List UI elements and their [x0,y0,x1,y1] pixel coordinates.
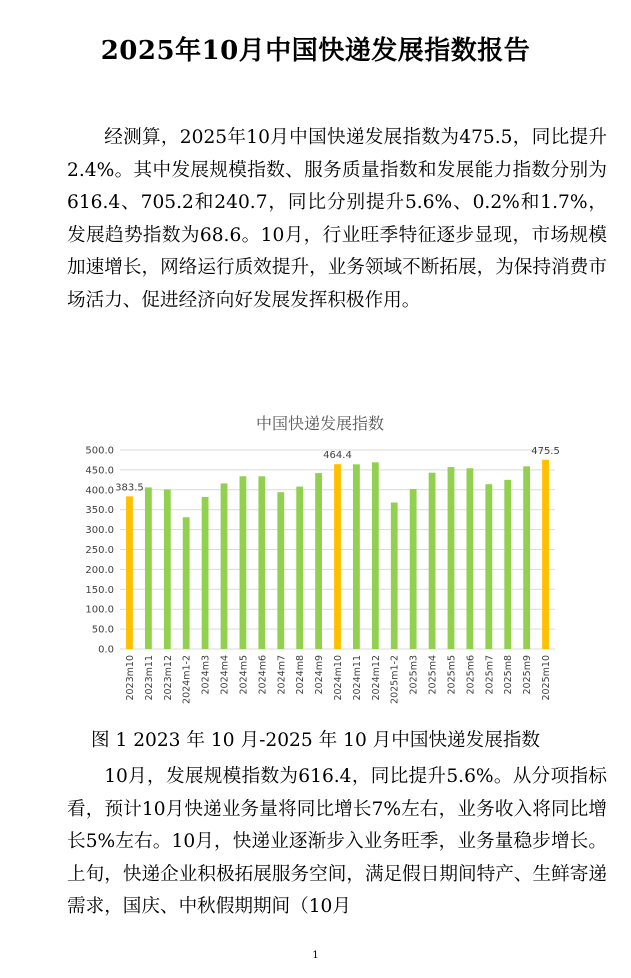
x-tick-label: 2024m1-2 [181,655,193,704]
bar-2025m6 [466,468,473,649]
bar-2024m6 [258,476,265,649]
x-tick-label: 2025m7 [484,655,496,695]
paragraph-scale: 10月，发展规模指数为616.4，同比提升5.6%。从分项指标看，预计10月快递业务量将同比增长7%左右，业务收入将同比增长5%左右。10月，快递业逐渐步入业务旺季，业务量稳步增长。上旬，快递企业积极拓展服务空间，满足假日期间特产、生鲜寄递需求，国庆、中秋假期期间（10月 [67,766,607,917]
bar-2024m1-2 [183,517,190,649]
y-tick-label: 350.0 [85,505,114,517]
bar-2024m4 [221,483,228,649]
bar-2025m3 [410,489,417,649]
bar-2025m1-2 [391,503,398,649]
bar-2025m7 [485,484,492,649]
x-tick-label: 2023m11 [143,655,155,701]
y-tick-label: 150.0 [85,584,114,596]
y-tick-label: 0.0 [98,644,114,656]
data-label-2023m10: 383.5 [115,482,144,494]
bar-2023m12 [164,489,171,649]
paragraph-intro: 经测算，2025年10月中国快递发展指数为475.5，同比提升2.4%。其中发展规模指数、服务质量指数和发展能力指数分别为616.4、705.2和240.7，同比分别提升5.6%、0.2%和1.7%，发展趋势指数为68.6。10月，行业旺季特征逐步显现，市场规模加速增长，网络运行质效提升，业务领域不断拓展，为保持消费市场活力、促进经济向好发展发挥积极作用。 [67,127,607,311]
x-tick-label: 2024m3 [200,655,212,695]
bar-2023m11 [145,487,152,649]
bar-2024m8 [296,487,303,649]
bar-2024m5 [240,476,247,649]
bar-2024m12 [372,462,379,649]
bar-2023m10 [126,496,133,649]
bar-2025m4 [429,473,436,649]
x-tick-label: 2025m8 [503,655,515,695]
x-tick-label: 2024m7 [276,655,288,695]
y-tick-label: 300.0 [85,525,114,537]
chart-title: 中国快递发展指数 [255,414,384,433]
x-tick-label: 2025m4 [427,655,439,695]
figure-caption: 图 1 2023 年 10 月-2025 年 10 月中国快递发展指数 [90,730,541,751]
bar-2024m3 [202,497,209,649]
x-tick-label: 2023m12 [162,655,174,701]
x-tick-label: 2024m6 [257,655,269,695]
x-tick-label: 2025m5 [446,655,458,695]
x-tick-label: 2024m9 [314,655,326,695]
bar-2025m10 [542,460,549,649]
y-tick-label: 50.0 [91,624,114,636]
y-tick-label: 450.0 [85,465,114,477]
bar-2024m9 [315,473,322,649]
express-index-chart [70,405,570,705]
x-tick-label: 2023m10 [124,655,136,701]
data-label-2024m10: 464.4 [323,450,352,462]
x-tick-label: 2025m9 [522,655,534,695]
bar-2024m11 [353,464,360,649]
bar-2024m10 [334,464,341,649]
x-tick-label: 2025m6 [465,655,477,695]
x-tick-label: 2025m10 [541,655,553,701]
y-tick-label: 250.0 [85,545,114,556]
y-tick-label: 200.0 [85,564,114,576]
page-number: 1 [312,950,319,961]
chart-svg [70,405,570,705]
x-tick-label: 2024m4 [219,655,231,695]
y-tick-label: 100.0 [85,604,114,616]
bar-2025m8 [504,480,511,649]
bar-2025m9 [523,466,530,649]
data-label-2025m10: 475.5 [531,445,560,457]
y-tick-label: 400.0 [85,485,114,497]
bar-2024m7 [277,492,284,649]
y-tick-label: 500.0 [85,445,114,457]
bar-2025m5 [448,467,455,649]
x-tick-label: 2024m5 [238,655,250,695]
x-tick-label: 2024m10 [333,655,344,701]
x-tick-label: 2025m3 [408,655,420,695]
x-tick-label: 2024m12 [370,655,382,701]
x-tick-label: 2024m8 [295,655,307,695]
page-title: 2025年10月中国快递发展指数报告 [100,36,531,66]
x-tick-label: 2025m1-2 [389,655,401,704]
x-tick-label: 2024m11 [351,655,363,701]
